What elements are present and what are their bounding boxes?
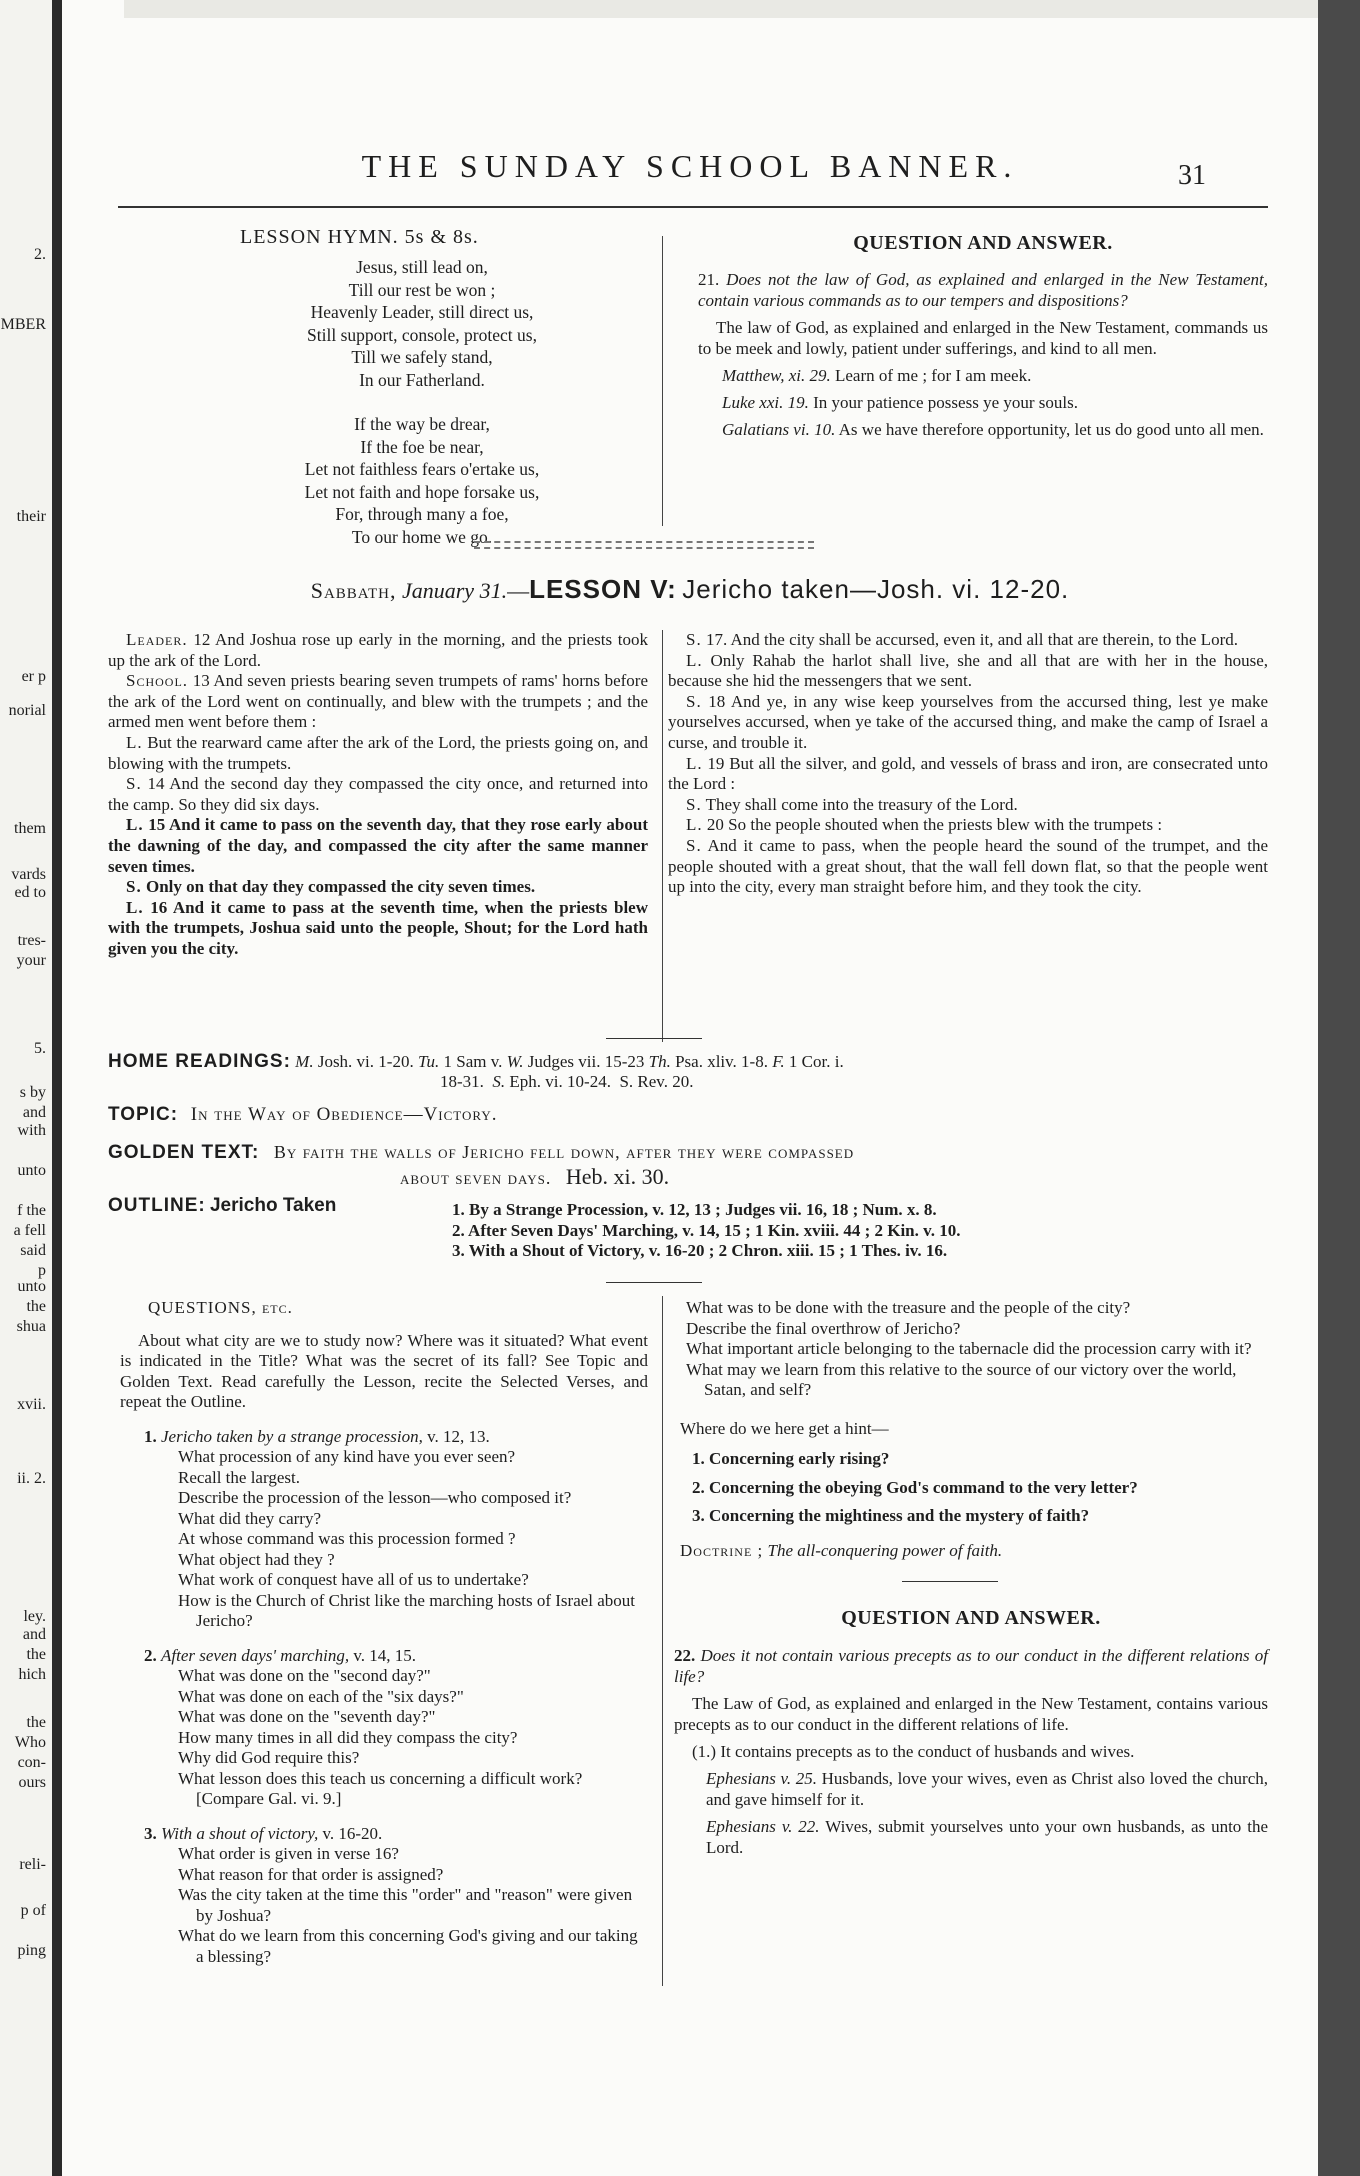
golden-text-line1: By faith the walls of Jericho fell down, after they were compassed bbox=[273, 1142, 855, 1162]
prev-page-fragment: s by bbox=[19, 1084, 46, 1101]
hint-item: 3. Concerning the mightiness and the mystery of faith? bbox=[692, 1506, 1090, 1525]
questions-left bbox=[120, 1298, 648, 1967]
book-binding bbox=[52, 0, 62, 2176]
lesson-verse bbox=[108, 733, 648, 774]
reading-ref: Psa. xliv. 1-8. bbox=[675, 1052, 768, 1071]
column-divider bbox=[662, 1296, 663, 1986]
reference-text: As we have therefore opportunity, let us do good unto all men. bbox=[838, 420, 1264, 439]
qa2-question-text: Does it not contain various precepts as to our conduct in the different relations of life? bbox=[674, 1645, 1269, 1686]
topic bbox=[108, 1104, 1268, 1126]
prev-page-fragment: and bbox=[22, 1626, 46, 1643]
reference-source: Ephesians v. 25. bbox=[706, 1768, 817, 1788]
prev-page-fragment: said bbox=[20, 1242, 46, 1259]
questions-sections bbox=[120, 1427, 648, 1968]
questions-right bbox=[674, 1298, 1268, 1858]
prev-page-fragment: the bbox=[26, 1646, 46, 1663]
scripture-reference bbox=[698, 419, 1268, 440]
speaker-label: School. bbox=[126, 671, 189, 691]
speaker-label: Leader. bbox=[126, 630, 188, 649]
question-item: What work of conquest have all of us to undertake? bbox=[178, 1570, 529, 1589]
speaker-label: S. bbox=[686, 835, 702, 855]
reading-day: Tu. bbox=[417, 1052, 440, 1071]
question-item: What lesson does this teach us concerning a difficult work? [Compare Gal. vi. 9.] bbox=[178, 1768, 583, 1808]
prev-page-fragment: them bbox=[14, 820, 46, 837]
doctrine bbox=[674, 1541, 1268, 1562]
verse-text: 12 And Joshua rose up early in the morning, and the priests took up the ark of the Lord. bbox=[108, 630, 649, 670]
short-rule bbox=[606, 1038, 702, 1039]
prev-page-fragment: con- bbox=[17, 1754, 46, 1771]
prev-page-fragment: ii. 2. bbox=[17, 1470, 46, 1487]
lesson-title bbox=[62, 574, 1318, 605]
prev-page-fragment: unto bbox=[17, 1162, 46, 1179]
prev-page-fragment: reli- bbox=[19, 1856, 46, 1873]
prev-page-fragment: ping bbox=[17, 1942, 46, 1959]
outline-item: 1. By a Strange Procession, v. 12, 13 ; Judges vii. 16, 18 ; Num. x. 8. bbox=[452, 1200, 937, 1219]
question-item: What procession of any kind have you ever seen? bbox=[178, 1447, 516, 1466]
lesson-verse bbox=[668, 692, 1268, 754]
golden-text-cont: about seven days. bbox=[400, 1168, 552, 1188]
stanza-gap bbox=[212, 391, 632, 413]
prev-page-fragment: er p bbox=[21, 668, 46, 685]
hymn-line: If the foe be near, bbox=[360, 436, 484, 457]
prev-page-fragment: unto bbox=[17, 1278, 46, 1295]
prev-page-fragment: norial bbox=[8, 702, 46, 719]
qa2-question-num: 22. bbox=[674, 1645, 696, 1665]
lesson-verse bbox=[108, 877, 648, 898]
hymn-line: Till we safely stand, bbox=[351, 347, 493, 367]
hymn-line: If the way be drear, bbox=[354, 414, 490, 434]
questions-title: QUESTIONS, etc. bbox=[148, 1298, 293, 1317]
prev-page-fragment: shua bbox=[16, 1318, 46, 1335]
reading-day: Th. bbox=[648, 1052, 671, 1071]
verse-text: 13 And seven priests bearing seven trumpets of rams' horns before the ark of the Lord went on continually, and blew with the trumpets ; and the armed men went before them : bbox=[108, 671, 649, 732]
section-ref: v. 12, 13. bbox=[427, 1426, 490, 1446]
section-ref: v. 14, 15. bbox=[353, 1645, 416, 1665]
verse-text: 20 So the people shouted when the priests blew with the trumpets : bbox=[706, 815, 1163, 835]
section-divider bbox=[474, 541, 814, 543]
golden-text bbox=[108, 1140, 1268, 1190]
lesson-verse bbox=[108, 898, 648, 960]
speaker-label: L. bbox=[126, 897, 144, 917]
reading-ref: 18-31. bbox=[440, 1072, 484, 1091]
speaker-label: S. bbox=[126, 774, 142, 794]
reading-day: W. bbox=[506, 1052, 524, 1071]
lesson-verse bbox=[108, 630, 648, 671]
hint-list bbox=[674, 1449, 1268, 1527]
section-heading: After seven days' marching, bbox=[161, 1645, 350, 1665]
page-header-title: THE SUNDAY SCHOOL BANNER. bbox=[361, 148, 1019, 184]
reference-text: Husbands, love your wives, even as Christ also loved the church, and gave himself for it. bbox=[706, 1768, 1268, 1809]
questions-right-list bbox=[674, 1298, 1268, 1401]
prev-page-fragment: vards bbox=[11, 866, 46, 883]
qa1-answer: The law of God, as explained and enlarged in the New Testament, commands us to be meek and lowly, patient under sufferings, and kind to all men. bbox=[698, 318, 1268, 358]
question-item: What may we learn from this relative to the source of our victory over the world, Satan, and self? bbox=[686, 1359, 1237, 1399]
reference-source: Luke xxi. 19. bbox=[722, 393, 809, 412]
header-rule bbox=[118, 206, 1268, 208]
qa1-title: QUESTION AND ANSWER. bbox=[853, 232, 1113, 254]
qa1-references bbox=[698, 365, 1268, 440]
lesson-number: LESSON V: bbox=[529, 574, 677, 604]
verse-text: And it came to pass, when the people heard the sound of the trumpet, and the people shouted with a great shout, that the wall fell down flat, so that the people went up into the city, every man straight before him, and they took the city. bbox=[668, 835, 1268, 897]
lesson-verse bbox=[108, 671, 648, 733]
topic-label: TOPIC: bbox=[108, 1104, 179, 1125]
prev-page-fragment: your bbox=[16, 952, 46, 969]
verse-text: 17. And the city shall be accursed, even it, and all that are therein, to the Lord. bbox=[705, 630, 1238, 649]
qa2-question bbox=[674, 1645, 1268, 1687]
lesson-verse bbox=[668, 754, 1268, 795]
lesson-verse bbox=[668, 651, 1268, 692]
verse-text: 16 And it came to pass at the seventh time, when the priests blew with the trumpets, Joshua said unto the people, Shout; for the Lord hath given you the city. bbox=[108, 897, 649, 958]
qa1-question-num: 21. bbox=[698, 270, 720, 289]
golden-text-label: GOLDEN TEXT: bbox=[108, 1142, 260, 1163]
reading-ref: 1 Cor. i. bbox=[788, 1052, 844, 1071]
hymn-title: LESSON HYMN. 5s & 8s. bbox=[240, 226, 479, 248]
verse-text: 19 But all the silver, and gold, and vessels of brass and iron, are consecrated unto the Lord : bbox=[668, 753, 1268, 794]
hymn-line: Let not faithless fears o'ertake us, bbox=[304, 459, 540, 479]
page-top-edge bbox=[124, 0, 1318, 18]
prev-page-fragment: ed to bbox=[14, 884, 46, 901]
reading-ref: S. Rev. 20. bbox=[619, 1072, 694, 1091]
reference-text: Wives, submit yourselves unto your own husbands, as unto the Lord. bbox=[706, 1816, 1268, 1857]
prev-page-fragment: the bbox=[26, 1714, 46, 1731]
lesson-date: January 31. bbox=[401, 578, 508, 603]
question-item: Why did God require this? bbox=[178, 1748, 360, 1767]
questions-intro: About what city are we to study now? Where was it situated? What event is indicated in the Title? What was the secret of its fall? See Topic and Golden Text. Read carefully the Lesson, recite the Selected Verses, and repeat the Outline. bbox=[120, 1330, 648, 1411]
scripture-reference bbox=[698, 392, 1268, 413]
reference-source: Galatians vi. 10. bbox=[722, 420, 836, 439]
short-rule bbox=[606, 1282, 702, 1283]
question-item: What was done on each of the "six days?" bbox=[178, 1686, 464, 1706]
home-readings-line2 bbox=[108, 1072, 1268, 1092]
golden-text-ref: Heb. xi. 30. bbox=[565, 1164, 670, 1189]
reading-day: M. bbox=[295, 1052, 314, 1071]
topic-text: In the Way of Obedience—Victory. bbox=[190, 1104, 498, 1125]
prev-page-fragment: xvii. bbox=[17, 1396, 46, 1413]
speaker-label: L. bbox=[686, 815, 703, 835]
question-item: How is the Church of Christ like the marching hosts of Israel about Jericho? bbox=[178, 1590, 636, 1630]
reference-source: Ephesians v. 22. bbox=[706, 1816, 820, 1836]
column-divider bbox=[662, 236, 663, 526]
outline-item: 2. After Seven Days' Marching, v. 14, 15 ; 1 Kin. xviii. 44 ; 2 Kin. v. 10. bbox=[452, 1220, 961, 1240]
prev-page-fragment: hich bbox=[18, 1666, 46, 1683]
lesson-verse bbox=[108, 774, 648, 815]
verse-text: They shall come into the treasury of the Lord. bbox=[705, 794, 1018, 814]
scripture-reference bbox=[674, 1768, 1268, 1810]
verse-text: 14 And the second day they compassed the city once, and returned into the camp. So they did six days. bbox=[108, 774, 648, 814]
prev-page-fragment: p of bbox=[20, 1902, 46, 1919]
page bbox=[62, 0, 1318, 2176]
section-divider bbox=[474, 547, 814, 549]
hymn-line: Jesus, still lead on, bbox=[356, 257, 488, 277]
reading-ref: Eph. vi. 10-24. bbox=[509, 1072, 611, 1091]
question-item: What was to be done with the treasure and the people of the city? bbox=[686, 1298, 1131, 1317]
qa1-question bbox=[698, 269, 1268, 311]
question-item: What do we learn from this concerning God's giving and our taking a blessing? bbox=[178, 1926, 638, 1966]
section-ref: v. 16-20. bbox=[322, 1823, 383, 1843]
question-section-head bbox=[120, 1824, 648, 1845]
lesson-prefix: Sabbath, bbox=[310, 578, 397, 603]
lesson-verse bbox=[668, 815, 1268, 836]
speaker-label: L. bbox=[126, 732, 143, 752]
question-item: Recall the largest. bbox=[178, 1467, 300, 1487]
lesson-text-right bbox=[668, 630, 1268, 898]
reading-day: S. bbox=[492, 1072, 506, 1091]
column-divider bbox=[662, 630, 663, 1042]
qa2-answer: The Law of God, as explained and enlarged in the New Testament, contains various precepts as to our conduct in the different relations of life. bbox=[674, 1693, 1268, 1734]
qa2-title: QUESTION AND ANSWER. bbox=[841, 1607, 1101, 1629]
prev-page-fragment: tres- bbox=[17, 932, 46, 949]
prev-page-fragment: the bbox=[26, 1298, 46, 1315]
question-item: Describe the final overthrow of Jericho? bbox=[686, 1318, 961, 1338]
question-item: What was done on the "second day?" bbox=[178, 1666, 431, 1685]
hymn-line: To our home we go. bbox=[351, 526, 493, 547]
qa1-block bbox=[698, 232, 1268, 440]
question-item: How many times in all did they compass the city? bbox=[178, 1727, 518, 1747]
qa2-references bbox=[674, 1768, 1268, 1858]
lesson-reference: —Josh. vi. 12-20. bbox=[849, 574, 1070, 604]
previous-page-edge bbox=[0, 0, 52, 2176]
verse-text: Only on that day they compassed the city seven times. bbox=[145, 877, 536, 897]
section-number: 3. bbox=[144, 1823, 157, 1843]
section-heading: With a shout of victory, bbox=[161, 1823, 319, 1843]
reference-source: Matthew, xi. 29. bbox=[722, 366, 831, 385]
section-number: 1. bbox=[144, 1426, 157, 1446]
doctrine-label: Doctrine ; bbox=[680, 1540, 764, 1560]
outline bbox=[108, 1195, 1268, 1260]
prev-page-fragment: a fell bbox=[13, 1222, 46, 1239]
prev-page-fragment: 5. bbox=[34, 1040, 46, 1057]
lesson-verse bbox=[668, 630, 1268, 651]
prev-page-fragment: Who bbox=[14, 1734, 46, 1751]
speaker-label: L. bbox=[126, 815, 144, 835]
speaker-label: S. bbox=[126, 877, 142, 897]
reading-ref: 1 Sam v. bbox=[443, 1052, 503, 1071]
prev-page-fragment: with bbox=[17, 1122, 46, 1139]
hymn-line: Heavenly Leader, still direct us, bbox=[310, 302, 534, 322]
short-rule bbox=[902, 1581, 998, 1582]
hymn-line: For, through many a foe, bbox=[335, 504, 509, 524]
hymn-verses bbox=[212, 256, 632, 548]
lesson-verse bbox=[668, 795, 1268, 816]
outline-label: OUTLINE: bbox=[108, 1195, 206, 1216]
prev-page-fragment: p bbox=[38, 1262, 46, 1279]
doctrine-text: The all-conquering power of faith. bbox=[767, 1540, 1003, 1560]
prev-page-fragment: and bbox=[22, 1104, 46, 1121]
verse-text: But the rearward came after the ark of the Lord, the priests going on, and blowing with the trumpets. bbox=[108, 732, 648, 773]
qa1-question-text: Does not the law of God, as explained and enlarged in the New Testament, contain various commands as to our tempers and dispositions? bbox=[698, 270, 1269, 310]
verse-text: 18 And ye, in any wise keep yourselves from the accursed thing, lest ye make yourselves accursed, when ye take of the accursed thing, and make the camp of Israel a curse, and trouble it. bbox=[668, 691, 1269, 752]
lesson-text-left bbox=[108, 630, 648, 960]
speaker-label: L. bbox=[686, 753, 703, 773]
hint-item: 1. Concerning early rising? bbox=[692, 1449, 890, 1468]
hymn-line: Still support, console, protect us, bbox=[307, 324, 537, 345]
page-number: 31 bbox=[1178, 160, 1206, 191]
question-item: What reason for that order is assigned? bbox=[178, 1864, 444, 1884]
section-number: 2. bbox=[144, 1645, 157, 1665]
lesson-dash: — bbox=[507, 578, 530, 603]
prev-page-fragment: ley. bbox=[23, 1608, 46, 1625]
reading-ref: Judges vii. 15-23 bbox=[527, 1052, 645, 1071]
prev-page-fragment: their bbox=[16, 508, 46, 525]
hint-intro: Where do we here get a hint— bbox=[680, 1418, 889, 1438]
scripture-reference bbox=[698, 365, 1268, 386]
speaker-label: S. bbox=[686, 630, 702, 649]
home-readings-line1 bbox=[295, 1052, 844, 1071]
hymn-line: Till our rest be won ; bbox=[348, 279, 496, 300]
question-section-head bbox=[120, 1427, 648, 1448]
prev-page-fragment: MBER bbox=[0, 316, 46, 333]
question-item: At whose command was this procession formed ? bbox=[178, 1529, 516, 1548]
section-heading: Jericho taken by a strange procession, bbox=[161, 1426, 423, 1446]
hymn-line: In our Fatherland. bbox=[359, 369, 485, 390]
question-item: What order is given in verse 16? bbox=[178, 1844, 399, 1863]
speaker-label: S. bbox=[686, 794, 702, 814]
question-section-head bbox=[120, 1646, 648, 1667]
speaker-label: L. bbox=[686, 650, 703, 670]
home-readings-label: HOME READINGS: bbox=[108, 1051, 291, 1072]
outline-items bbox=[452, 1200, 1272, 1262]
prev-page-fragment: 2. bbox=[34, 246, 46, 263]
question-item: What object had they ? bbox=[178, 1549, 335, 1569]
golden-text-line2 bbox=[108, 1165, 1268, 1190]
speaker-label: S. bbox=[686, 691, 702, 711]
prev-page-fragment: f the bbox=[17, 1202, 46, 1219]
verse-text: 15 And it came to pass on the seventh day, that they rose early about the dawning of the day, and compassed the city after the same manner seven times. bbox=[108, 815, 648, 876]
scan-border bbox=[1318, 0, 1360, 2176]
question-item: Was the city taken at the time this "order" and "reason" were given by Joshua? bbox=[178, 1885, 633, 1925]
lesson-verse bbox=[108, 815, 648, 877]
question-item: What was done on the "seventh day?" bbox=[178, 1707, 436, 1726]
question-item: What did they carry? bbox=[178, 1508, 322, 1528]
lesson-topic: Jericho taken bbox=[682, 574, 850, 604]
outline-title: Jericho Taken bbox=[209, 1195, 337, 1216]
reference-text: Learn of me ; for I am meek. bbox=[835, 366, 1032, 385]
question-item: What important article belonging to the tabernacle did the procession carry with it? bbox=[686, 1339, 1252, 1358]
outline-item: 3. With a Shout of Victory, v. 16-20 ; 2 Chron. xiii. 15 ; 1 Thes. iv. 16. bbox=[452, 1241, 948, 1260]
lesson-verse bbox=[668, 836, 1268, 898]
hint-item: 2. Concerning the obeying God's command to the very letter? bbox=[692, 1477, 1138, 1497]
question-item: Describe the procession of the lesson—who composed it? bbox=[178, 1488, 572, 1507]
reference-text: In your patience possess ye your souls. bbox=[813, 393, 1078, 412]
verse-text: Only Rahab the harlot shall live, she and all that are with her in the house, because she hid the messengers that we sent. bbox=[668, 650, 1268, 691]
scripture-reference bbox=[674, 1816, 1268, 1858]
reading-day: F. bbox=[772, 1052, 785, 1071]
qa2-sub: (1.) It contains precepts as to the conduct of husbands and wives. bbox=[692, 1741, 1135, 1761]
hymn-line: Let not faith and hope forsake us, bbox=[304, 481, 540, 502]
reading-ref: Josh. vi. 1-20. bbox=[317, 1052, 414, 1071]
home-readings bbox=[108, 1052, 1268, 1092]
prev-page-fragment: ours bbox=[18, 1774, 46, 1791]
